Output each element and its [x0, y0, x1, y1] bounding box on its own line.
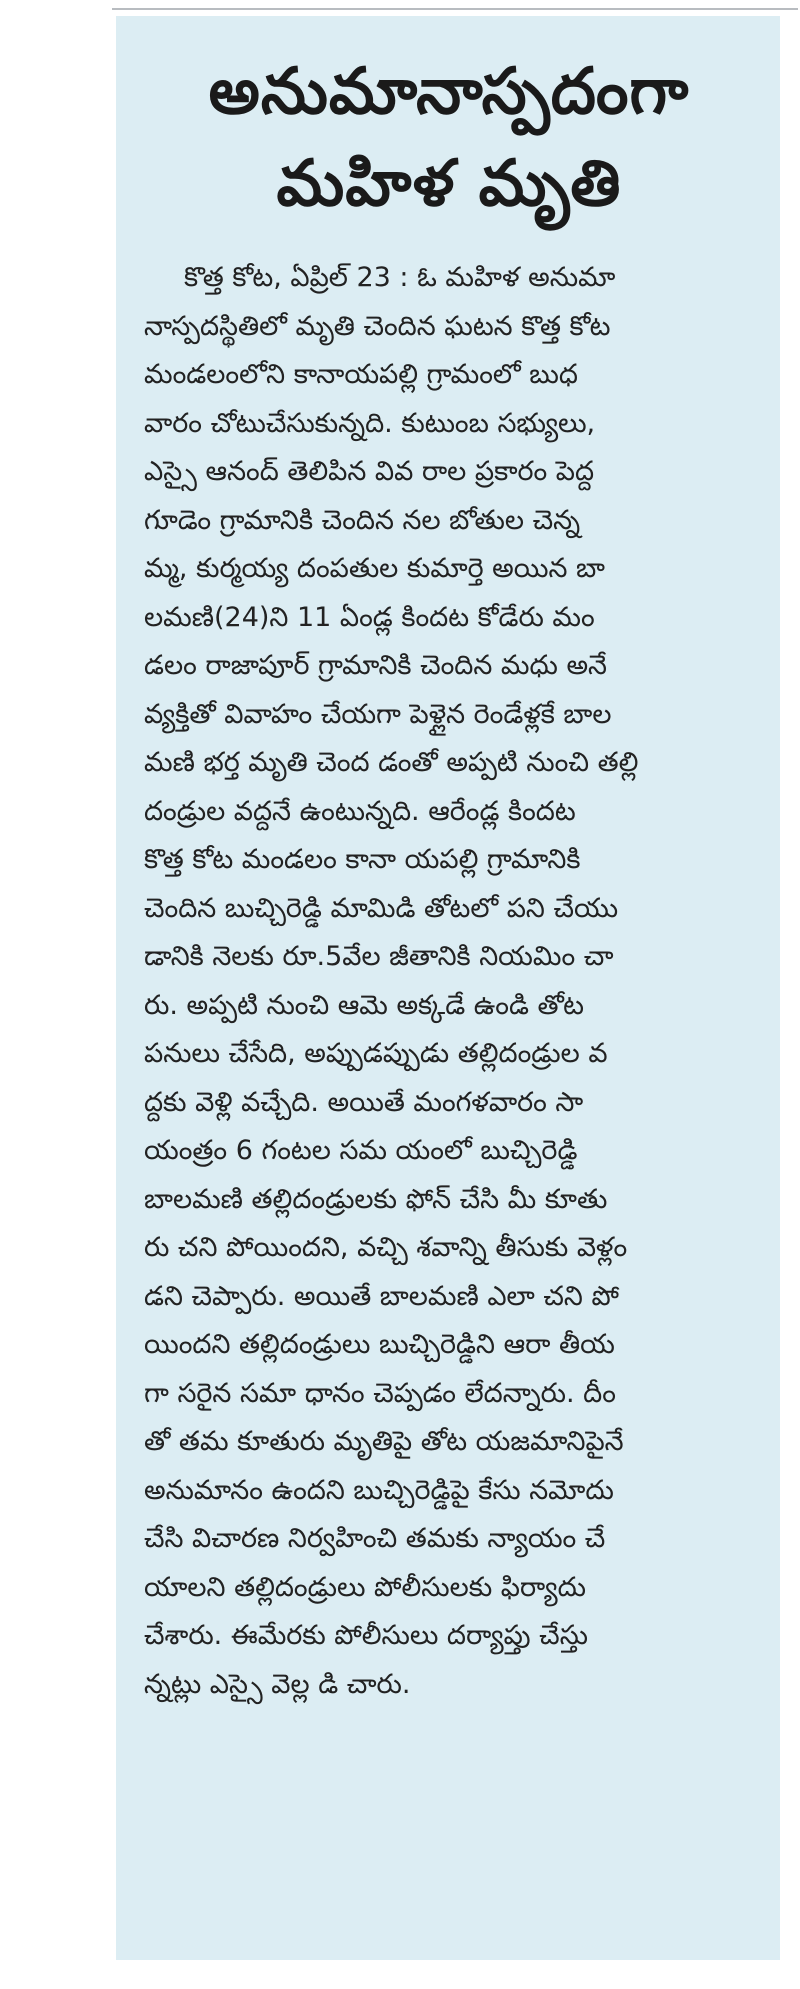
body-line: కొత్త కోట మండలం కానా యపల్లి గ్రామానికి [144, 844, 581, 875]
news-clipping [116, 16, 780, 1960]
body-line: వ్యక్తితో వివాహం చేయగా పెళ్లైన రెండేళ్లకే బాల [144, 698, 612, 730]
body-line: కొత్త కోట, ఏప్రిల్ 23 : ఓ మహిళ అనుమా [184, 262, 616, 293]
body-line: పనులు చేసేది, అప్పుడప్పుడు తల్లిదండ్రుల వ [144, 1038, 608, 1069]
body-line: లమణి(24)ని 11 ఏండ్ల కిందట కోడేరు మం [144, 601, 595, 633]
body-line: వారం చోటుచేసుకున్నది. కుటుంబ సభ్యులు, [144, 407, 596, 439]
body-line: నాస్పదస్థితిలో మృతి చెందిన ఘటన కొత్త కోట [144, 310, 611, 342]
body-line: చేశారు. ఈమేరకు పోలీసులు దర్యాప్తు చేస్తు [144, 1620, 588, 1651]
body-line: చెందిన బుచ్చిరెడ్డి మామిడి తోటలో పని చేయు [144, 892, 619, 924]
body-line: మండలంలోని కానాయపల్లి గ్రామంలో బుధ [144, 359, 578, 390]
body-line: యిందని తల్లిదండ్రులు బుచ్చిరెడ్డిని ఆరా తీయ [144, 1329, 615, 1360]
body-line: ఎస్సై ఆనంద్ తెలిపిన వివ రాల ప్రకారం పెద్ద [144, 456, 595, 487]
body-line: మణి భర్త మృతి చెంద డంతో అప్పటి నుంచి తల్లి [144, 747, 639, 778]
body-line: న్నట్లు ఎస్సై వెల్ల డి చారు. [144, 1668, 411, 1700]
body-line: యంత్రం 6 గంటల సమ యంలో బుచ్చిరెడ్డి [144, 1135, 578, 1166]
body-line: చేసి విచారణ నిర్వహించి తమకు న్యాయం చే [144, 1523, 606, 1554]
body-line: బాలమణి తల్లిదండ్రులకు ఫోన్ చేసి మీ కూతు [144, 1183, 608, 1215]
body-line: ద్దకు వెళ్లి వచ్చేది. అయితే మంగళవారం సా [144, 1086, 584, 1118]
body-line: డానికి నెలకు రూ.5వేల జీతానికి నియమిం చా [144, 941, 614, 972]
body-line: దండ్రుల వద్దనే ఉంటున్నది. ఆరేండ్ల కిందట [144, 795, 576, 827]
article-body [144, 254, 754, 1709]
body-line: గూడెం గ్రామానికి చెందిన నల బోతుల చెన్న [144, 504, 581, 536]
body-line: గా సరైన సమా ధానం చెప్పడం లేదన్నారు. దీం [144, 1377, 616, 1409]
body-line: తో తమ కూతురు మృతిపై తోట యజమానిపైనే [144, 1426, 624, 1457]
top-rule [112, 8, 798, 10]
body-line: మ్మ, కుర్మయ్య దంపతుల కుమార్తె అయిన బా [144, 553, 605, 584]
article-headline [144, 46, 754, 230]
body-line: డని చెప్పారు. అయితే బాలమణి ఎలా చని పో [144, 1280, 619, 1312]
headline-line: మహిళ మృతి [276, 147, 622, 221]
body-line: యాలని తల్లిదండ్రులు పోలీసులకు ఫిర్యాదు [144, 1571, 587, 1603]
headline-line: అనుమానాస్పదంగా [208, 55, 690, 129]
body-line: డలం రాజాపూర్ గ్రామానికి చెందిన మధు అనే [144, 650, 608, 681]
body-line: రు. అప్పటి నుంచి ఆమె అక్కడే ఉండి తోట [144, 989, 584, 1021]
body-line: అనుమానం ఉందని బుచ్చిరెడ్డిపై కేసు నమోదు [144, 1474, 614, 1506]
body-line: రు చని పోయిందని, వచ్చి శవాన్ని తీసుకు వెళ్లం [144, 1232, 628, 1263]
